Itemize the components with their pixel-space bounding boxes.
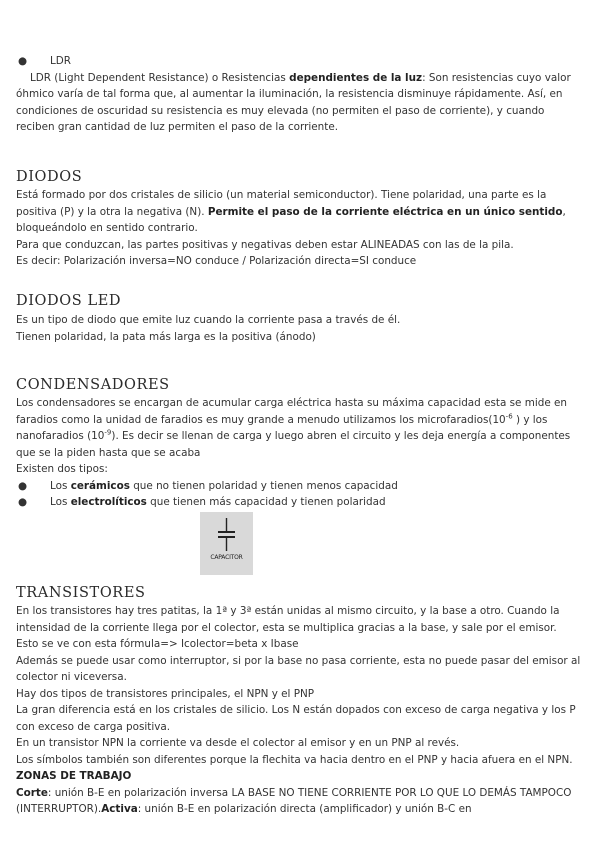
transistores-paragraph-7: Los símbolos también son diferentes porque la flechita va hacia dentro en el PNP y hacia afuera en el NPN. [16, 753, 573, 766]
corte-label: Corte [16, 786, 48, 799]
item-bold: electrolíticos [70, 496, 147, 508]
transistores-paragraph-6: En un transistor NPN la corriente va desde el colector al emisor y en un PNP al revés. [16, 737, 460, 749]
transistores-section [16, 603, 586, 818]
bullet-icon: ● [18, 496, 28, 508]
list-item [16, 494, 586, 511]
ldr-intro: LDR (Light Dependent Resistance) o Resistencias [30, 71, 290, 84]
item-text: que tienen más capacidad y tienen polaridad [146, 496, 386, 508]
corte-text: : unión B-E en polarización inversa LA BASE NO TIENE CORRIENTE POR LO QUE LO DEMÁS TAMPOCO (INTERRUPTOR). [16, 786, 572, 815]
condensadores-p1-a: Los condensadores se encargan de acumular carga eléctrica hasta su máxima capacidad esta se mide en faradios como la unidad de faradios es muy grande a menudo utilizamos los microfaradios(10 [16, 397, 568, 426]
activa-text: : unión B-E en polarización directa (amplificador) y unión B-C en [137, 803, 472, 815]
diodos-paragraph-1 [16, 187, 586, 237]
ldr-bullet-item [16, 53, 586, 70]
ldr-section [16, 53, 586, 136]
ldr-bold: dependientes de la luz [289, 71, 423, 84]
zonas-bold: ZONAS DE TRABAJO [16, 770, 132, 782]
diodos-p1-b: , bloqueándolo en sentido contrario. [16, 205, 566, 234]
transistores-paragraph-5: La gran diferencia está en los cristales de silicio. Los N están dopados con exceso de carga negativa y los P con exceso de carga positiva. [16, 704, 576, 733]
diodos-p1-a: Está formado por dos cristales de silicio (un material semiconductor). Tiene polaridad, una parte es la positiva (P) y la otra la negativa (N). [16, 189, 547, 218]
zonas-de-trabajo-title [16, 768, 586, 785]
diodos-led-section [16, 312, 586, 345]
zonas-paragraph [16, 785, 586, 818]
condensadores-paragraph-1 [16, 395, 586, 461]
diodos-led-paragraph-2: Tienen polaridad, la pata más larga es la positiva (ánodo) [16, 330, 316, 343]
condensadores-paragraph-2: Existen dos tipos: [16, 463, 108, 475]
transistores-heading: TRANSISTORES [16, 585, 146, 601]
ldr-paragraph [16, 70, 586, 136]
condensadores-p1-c: ). Es decir se llenan de carga y luego abren el circuito y les deja energía a componentes que se la piden hasta que se acaba [16, 430, 571, 459]
item-prefix: Los [50, 496, 71, 508]
item-text: que no tienen polaridad y tienen menos capacidad [129, 479, 398, 492]
diodos-paragraph-2: Para que conduzcan, las partes positivas y negativas deben estar ALINEADAS con las de la pila. [16, 238, 514, 251]
item-bold: cerámicos [70, 479, 130, 492]
ldr-rest: : Son resistencias cuyo valor óhmico varía de tal forma que, al aumentar la iluminación, la resistencia disminuye rápidamente. Así, en condiciones de oscuridad su resistencia es muy elevada (no permiten el paso de corriente), y cuando reciben gran cantidad de luz permiten el paso de la corriente. [16, 71, 571, 133]
list-item [16, 478, 586, 495]
ldr-title: LDR [50, 55, 72, 67]
diodos-p1-bold: Permite el paso de la corriente eléctrica en un único sentido [207, 205, 563, 218]
diodos-paragraph-3: Es decir: Polarización inversa=NO conduce / Polarización directa=SI conduce [16, 255, 417, 267]
transistores-paragraph-2: Esto se ve con esta fórmula=> Icolector=beta x Ibase [16, 638, 299, 650]
capacitor-label: CAPACITOR [210, 554, 243, 561]
capacitor-image [200, 512, 253, 575]
superscript-nano: -9 [104, 428, 112, 437]
bullet-icon: ● [18, 479, 28, 492]
transistores-paragraph-1: En los transistores hay tres patitas, la 1ª y 3ª están unidas al mismo circuito, y la base a otro. Cuando la intensidad de la corriente llega por el colector, esta se multiplica gracias a la base, y sale por el emisor. [16, 605, 560, 634]
transistores-paragraph-4: Hay dos tipos de transistores principales, el NPN y el PNP [16, 687, 315, 700]
diodos-heading: DIODOS [16, 169, 83, 185]
superscript-micro: -6 [505, 412, 513, 421]
diodos-led-heading: DIODOS LED [16, 293, 122, 309]
capacitor-icon [200, 512, 253, 575]
condensadores-p1-b: ) y los nanofaradios (10 [16, 413, 548, 442]
diodos-led-paragraph-1: Es un tipo de diodo que emite luz cuando la corriente pasa a través de él. [16, 314, 401, 326]
item-prefix: Los [50, 479, 71, 492]
condensadores-section [16, 395, 586, 511]
bullet-icon: ● [18, 55, 28, 67]
condensadores-heading: CONDENSADORES [16, 377, 170, 393]
activa-label: Activa [101, 803, 138, 815]
transistores-paragraph-3: Además se puede usar como interruptor, si por la base no pasa corriente, esta no puede pasar del emisor al colector ni viceversa. [16, 654, 581, 683]
diodos-section [16, 187, 586, 270]
